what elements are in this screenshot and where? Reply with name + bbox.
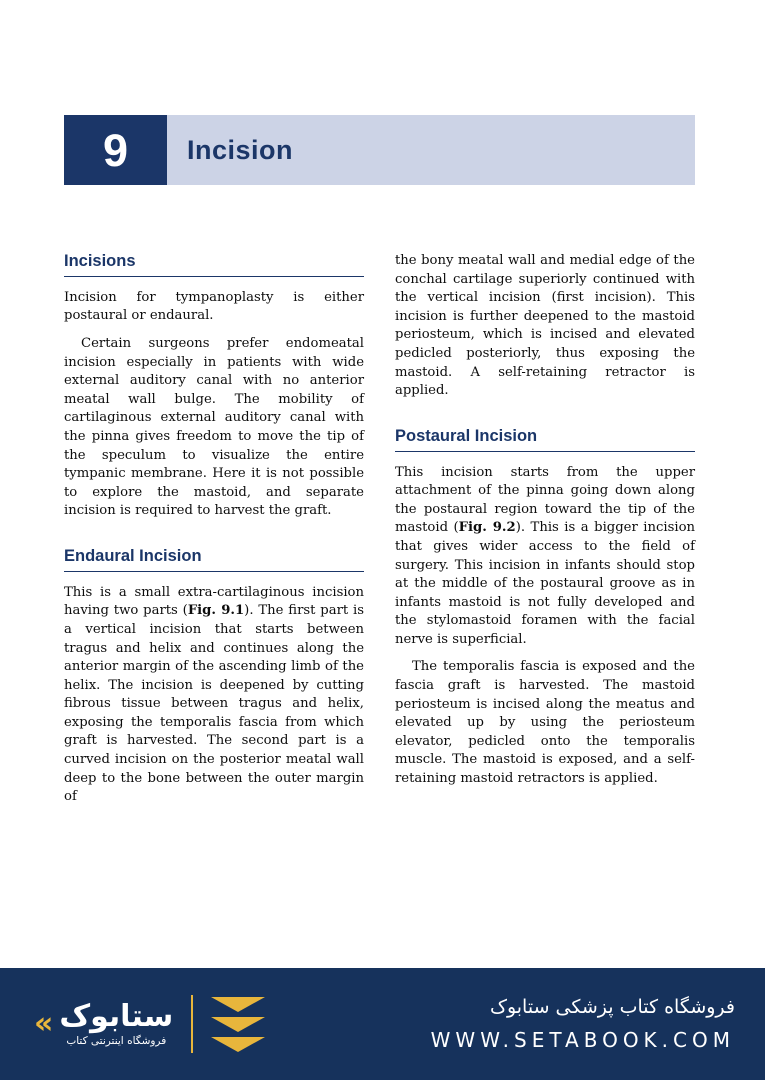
paragraph-text-part: ). The first part is a vertical incision that starts between tragus and helix and continues along the anterior margin of the ascending limb of the helix. The incision is deepened by cutting fibrous tissue between tragus and helix, exposing the temporalis fascia from which graft is harvested. The second part is a curved incision on the posterior meatal wall deep to the bone between the outer margin of — [64, 603, 364, 805]
section-postaural-incision — [395, 427, 695, 789]
paragraph-text-part: ). This is a bigger incision that gives wider access to the field of surgery. This incision in infants should stop at the middle of the postaural groove as in infants mastoid is not fully developed and the stylomastoid foramen with the facial nerve is superficial. — [395, 520, 696, 647]
section-heading-incisions: Incisions — [64, 252, 136, 270]
section-heading-postaural-incision: Postaural Incision — [395, 426, 538, 445]
brand-logo — [34, 998, 174, 1048]
paragraph: Certain surgeons prefer endomeatal incision especially in patients with wide external auditory canal with no anterior meatal wall bulge. The mobility of cartilaginous external auditory canal with the pinna gives freedom to move the tip of the speculum to visualize the entire tympanic membrane. Here it is not possible to explore the mastoid, and separate incision is required to harvest the graft. — [64, 335, 364, 519]
brand-name: ستابوک — [59, 998, 174, 1034]
paragraph — [395, 464, 695, 650]
heading-rule — [64, 276, 364, 277]
section-heading-endaural-incision: Endaural Incision — [64, 546, 202, 565]
footer-tagline: فروشگاه کتاب پزشکی ستابوک — [489, 996, 735, 1018]
chapter-title-box — [167, 115, 695, 185]
figure-reference: Fig. 9.1 — [187, 603, 245, 619]
chapter-header — [64, 115, 695, 185]
left-column — [64, 252, 364, 807]
section-endaural-incision — [64, 547, 364, 807]
chapter-number: 9 — [102, 124, 129, 176]
heading-rule — [64, 571, 364, 572]
spacer — [395, 401, 695, 427]
brand-subtitle: فروشگاه اینترنتی کتاب — [66, 1035, 167, 1048]
paragraph-text-part: This is a small extra-cartilaginous incision having two parts ( — [64, 584, 364, 619]
section-incisions — [64, 252, 364, 521]
figure-reference: Fig. 9.2 — [458, 520, 516, 536]
paragraph-continuation: the bony meatal wall and medial edge of the conchal cartilage superiorly continued with the vertical incision (first incision). This incision is further deepened to the mastoid periosteum, which is incised and elevated pedicled posteriorly, thus exposing the mastoid. A self-retaining retractor is applied. — [395, 253, 695, 399]
chevron-bar — [211, 997, 265, 1012]
chevron-stack-icon — [211, 997, 265, 1052]
chapter-number-box — [64, 115, 167, 185]
paragraph — [64, 584, 364, 807]
footer-watermark — [0, 968, 765, 1080]
paragraph-text-part: This incision starts from the upper attachment of the pinna going down along the postaural region toward the tip of the mastoid ( — [395, 464, 695, 536]
footer-branding — [0, 995, 345, 1053]
footer-url[interactable]: WWW.SETABOOK.COM — [430, 1028, 735, 1052]
brand-name-block — [59, 998, 174, 1048]
chevron-bar — [211, 1017, 265, 1032]
chevron-bar — [211, 1037, 265, 1052]
double-chevron-left-icon: « — [34, 1006, 54, 1041]
chapter-title: Incision — [187, 134, 294, 165]
spacer — [64, 521, 364, 547]
paragraph: Incision for tympanoplasty is either postaural or endaural. — [64, 289, 364, 324]
vertical-divider — [191, 995, 193, 1053]
heading-rule — [395, 451, 695, 452]
footer-text-block — [345, 996, 765, 1052]
paragraph: The temporalis fascia is exposed and the fascia graft is harvested. The mastoid periosteum is incised along the meatus and elevated up by using the periosteum elevator, pedicled onto the temporalis muscle. The mastoid is exposed, and a self-retaining mastoid retractors is applied. — [395, 659, 695, 787]
body-columns — [64, 252, 695, 807]
right-column — [395, 252, 695, 807]
